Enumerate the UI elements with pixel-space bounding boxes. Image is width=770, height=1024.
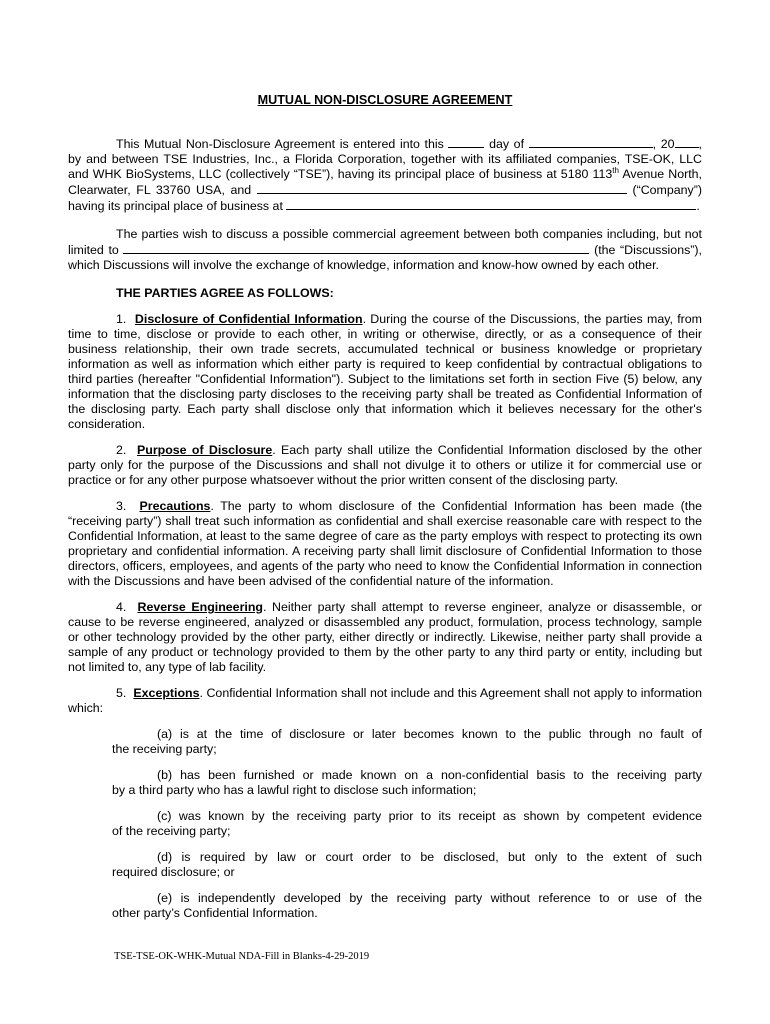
intro-line-4 bbox=[68, 182, 702, 198]
exception-rest: the receiving party; bbox=[112, 742, 217, 756]
exception-lead: (e) is independently developed by the receiving party without reference to or use of the bbox=[157, 891, 702, 905]
section-4 bbox=[68, 600, 702, 675]
section-number: 1. bbox=[116, 312, 127, 326]
intro-line-5 bbox=[68, 198, 702, 214]
exception-lead: (c) was known by the receiving party prior to its receipt as shown by competent evidence bbox=[157, 809, 702, 823]
intro-line-3 bbox=[68, 167, 702, 182]
exception-rest: other party’s Confidential Information. bbox=[112, 906, 318, 920]
year-blank-field[interactable] bbox=[675, 136, 699, 148]
exception-rest: required disclosure; or bbox=[112, 865, 235, 879]
exception-rest: of the receiving party; bbox=[112, 824, 231, 838]
exception-rest: by a third party who has a lawful right to disclose such information; bbox=[112, 783, 477, 797]
discussions-blank-field[interactable] bbox=[123, 242, 589, 254]
document-title: MUTUAL NON-DISCLOSURE AGREEMENT bbox=[257, 93, 513, 107]
section-3 bbox=[68, 499, 702, 589]
day-blank-field[interactable] bbox=[448, 136, 484, 148]
section-number: 5. bbox=[116, 686, 127, 700]
exceptions-list bbox=[68, 727, 702, 921]
intro-line-2: by and between TSE Industries, Inc., a Florida Corporation, together with its affiliated companies, TSE-OK, LLC bbox=[68, 152, 702, 166]
purpose-paragraph bbox=[68, 227, 702, 273]
intro-text: , 20 bbox=[652, 137, 675, 151]
exception-item-a bbox=[112, 727, 702, 757]
section-text: . Each party shall utilize the Confidential Information disclosed by the other party only for the purpose of the Discussions and shall not divulge it to others or utilize it for commercial use or practice or for any other purpose whatsoever without the prior written consent of the disclosing party. bbox=[68, 443, 702, 487]
section-1 bbox=[68, 312, 702, 432]
purpose-text: limited to bbox=[68, 243, 119, 257]
intro-line-1 bbox=[68, 136, 702, 152]
section-number: 4. bbox=[116, 600, 127, 614]
intro-text: This Mutual Non-Disclosure Agreement is entered into this bbox=[116, 137, 444, 151]
section-5 bbox=[68, 686, 702, 716]
purpose-text: (the “Discussions”), bbox=[594, 243, 702, 257]
company-name-blank-field[interactable] bbox=[257, 182, 627, 194]
section-2 bbox=[68, 443, 702, 488]
section-title: Purpose of Disclosure bbox=[136, 443, 273, 457]
section-title: Disclosure of Confidential Information bbox=[134, 312, 363, 326]
superscript: th bbox=[612, 166, 619, 175]
purpose-line-1: The parties wish to discuss a possible commercial agreement between both companies including, but not bbox=[116, 227, 702, 241]
section-number: 3. bbox=[116, 499, 127, 513]
section-text: . Confidential Information shall not include and this Agreement shall not apply to information which: bbox=[68, 686, 702, 715]
exception-item-b bbox=[112, 768, 702, 798]
purpose-line-2 bbox=[68, 242, 702, 258]
exception-lead: (d) is required by law or court order to be disclosed, but only to the extent of such bbox=[157, 850, 702, 864]
document-footer: TSE-TSE-OK-WHK-Mutual NDA-Fill in Blanks-4-29-2019 bbox=[114, 951, 370, 962]
exception-lead: (b) has been furnished or made known on a non-confidential basis to the receiving party bbox=[157, 768, 702, 782]
intro-text: and WHK BioSystems, LLC (collectively “TSE”), having its principal place of business at 5180 113 bbox=[68, 167, 613, 181]
exception-item-d bbox=[112, 850, 702, 880]
section-text: . The party to whom disclosure of the Confidential Information has been made (the “receiving party”) shall treat such information as confidential and shall exercise reasonable care with respect to the Confidential Information, at least to the same degree of care as the party employs with respect to protecting its own proprietary and confidential information. A receiving party shall limit disclosure of Confidential Information to those directors, officers, employees, and agents of the party who need to know the Confidential Information in connection with the Discussions and have been advised of the confidential nature of the information. bbox=[68, 499, 703, 588]
section-text: . Neither party shall attempt to reverse engineer, analyze or disassemble, or cause to be reverse engineered, analyzed or disassembled any product, formulation, process technology, sample or other technology provided by the other party, either directly or indirectly. Likewise, neither party shall provide a sample of any product or technology provided to them by the other party to any third party or entity, including but not limited to, any type of lab facility. bbox=[68, 600, 703, 674]
month-blank-field[interactable] bbox=[529, 136, 653, 148]
exception-lead: (a) is at the time of disclosure or later becomes known to the public through no fault of bbox=[157, 727, 702, 741]
intro-text: (“Company”) bbox=[632, 183, 702, 197]
purpose-line-3: which Discussions will involve the exchange of knowledge, information and know-how owned by each other. bbox=[68, 258, 659, 272]
intro-text: Clearwater, FL 33760 USA, and bbox=[68, 183, 252, 197]
exception-item-e bbox=[112, 891, 702, 921]
intro-paragraph bbox=[68, 136, 702, 214]
exception-item-c bbox=[112, 809, 702, 839]
section-title: Precautions bbox=[139, 499, 211, 513]
intro-text: having its principal place of business at bbox=[68, 199, 283, 213]
intro-text: . bbox=[696, 199, 700, 213]
company-address-blank-field[interactable] bbox=[286, 198, 696, 210]
document-body bbox=[68, 93, 702, 921]
section-number: 2. bbox=[116, 443, 127, 457]
section-title: Reverse Engineering bbox=[137, 600, 263, 614]
section-title: Exceptions bbox=[133, 686, 200, 700]
agree-heading: THE PARTIES AGREE AS FOLLOWS: bbox=[116, 286, 334, 300]
intro-text: Avenue North, bbox=[618, 167, 703, 181]
intro-text: , bbox=[698, 137, 702, 151]
section-text: . During the course of the Discussions, the parties may, from time to time, disclose or provide to each other, in writing or otherwise, directly, or as a consequence of their business relationship, their own trade secrets, accumulated technical or business knowledge or proprietary information as well as information which either party is required to keep confidential by contractual obligations to third parties (hereafter "Confidential Information"). Subject to the limitations set forth in section Five (5) below, any information that the disclosing party discloses to the receiving party shall be treated as Confidential Information of the disclosing party. Each party shall disclose only that information which it believes necessary for the other's consideration. bbox=[68, 312, 703, 431]
intro-text: day of bbox=[489, 137, 525, 151]
